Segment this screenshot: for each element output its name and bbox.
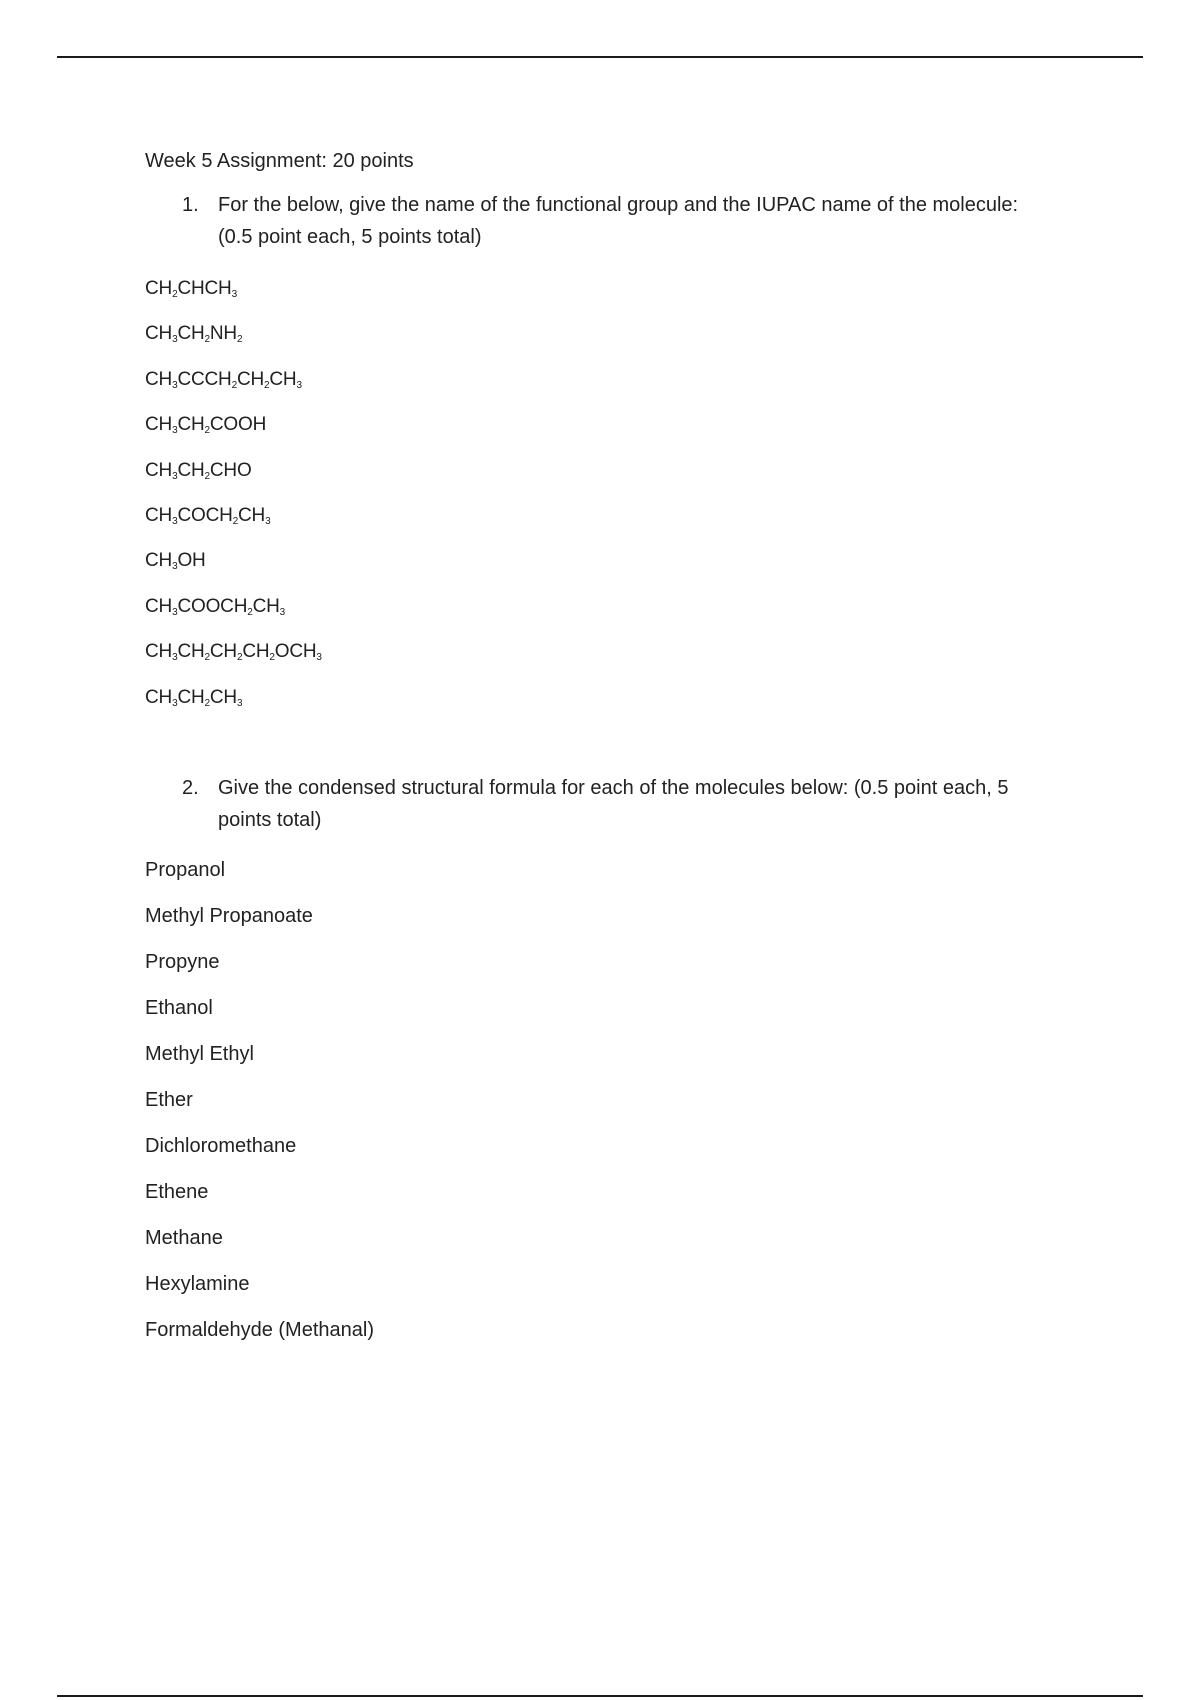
molecule-name-item: Formaldehyde (Methanal) [145,1319,374,1341]
formula-item [145,367,322,412]
assignment-title: Week 5 Assignment: 20 points [145,150,414,172]
formula-text: $CH_3COOCH_2CH_3$ [145,595,286,618]
formula-item [145,276,322,321]
formula-text: $CH_3CH_2COOH$ [145,414,267,437]
formula-item [145,503,322,548]
formula-item [145,412,322,457]
formula-item [145,548,322,593]
footer-rule [57,1695,1143,1697]
formula-text: $CH_3CH_2NH_2$ [145,323,243,346]
molecule-name-item: Ether [145,1089,193,1111]
question-number: 1. [182,194,199,216]
formula-text: $CH_3OH$ [145,550,206,573]
formula-list [145,276,322,730]
formula-text: $CH_3CH_2CH_3$ [145,686,243,709]
molecule-name-item: Ethene [145,1181,209,1203]
question-2 [182,772,1052,836]
formula-item [145,594,322,639]
question-text: Give the condensed structural formula for each of the molecules below: (0.5 point each, 5 points total) [218,777,1009,831]
formula-text: $CH_3CCCH_2CH_2CH_3$ [145,368,302,391]
formula-text: $CH_3CH_2CH_2CH_2OCH_3$ [145,641,322,664]
formula-text: $CH_2CHCH_3$ [145,278,237,300]
formula-item [145,685,322,730]
header-rule [57,56,1143,58]
molecule-name-item: Ethanol [145,997,213,1019]
molecule-name-item: Hexylamine [145,1273,250,1295]
formula-item [145,321,322,366]
molecule-name-item: Methyl Propanoate [145,905,313,927]
question-number: 2. [182,777,199,799]
formula-text: $CH_3CH_2CHO$ [145,459,252,482]
molecule-name-item: Dichloromethane [145,1135,297,1157]
molecule-name-item: Propyne [145,951,220,973]
formula-text: $CH_3COCH_2CH_3$ [145,504,271,527]
molecule-name-list [145,858,374,1364]
molecule-name-item: Methane [145,1227,223,1249]
formula-item [145,458,322,503]
question-1 [182,189,1052,253]
formula-item [145,639,322,684]
question-text: For the below, give the name of the functional group and the IUPAC name of the molecule: (0.5 point each, 5 points total) [218,194,1019,248]
molecule-name-item: Propanol [145,859,226,881]
molecule-name-item: Methyl Ethyl [145,1043,254,1065]
